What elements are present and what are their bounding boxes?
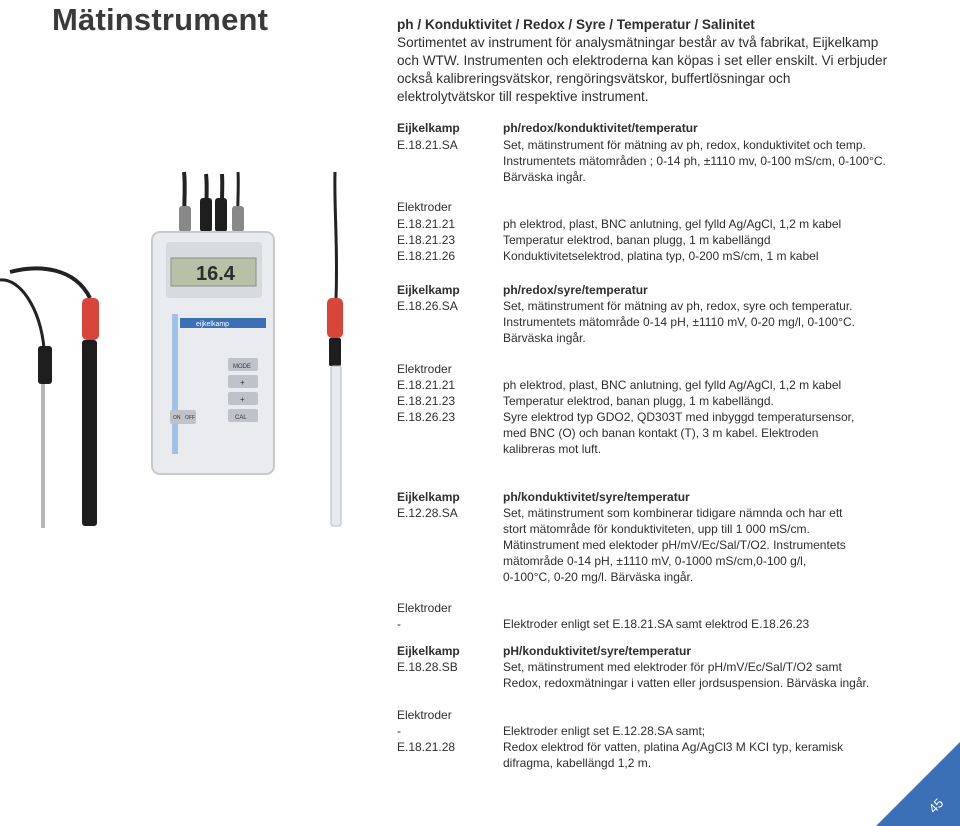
s1-brand: Eijkelkamp: [397, 121, 460, 135]
s3-title: ph/konduktivitet/syre/temperatur: [503, 490, 690, 504]
s4-desc: Set, mätinstrument med elektroder för pH/mV/Ec/Sal/T/O2 samt: [503, 660, 842, 674]
e4-code: -: [397, 724, 401, 738]
e2-desc: ph elektrod, plast, BNC anlutning, gel fylld Ag/AgCl, 1,2 m kabel: [503, 378, 842, 392]
glass-electrode-cap: [327, 298, 343, 338]
s3-desc: Set, mätinstrument som kombinerar tidigare nämnda och har ett: [503, 506, 843, 520]
s2-desc: Set, mätinstrument för mätning av ph, redox, syre och temperatur.: [503, 299, 853, 313]
e2-code: E.18.21.21: [397, 378, 456, 392]
ph-electrode-cap: [82, 298, 99, 340]
intro-block: [397, 16, 917, 106]
e4-desc: Redox elektrod för vatten, platina Ag/AgCl3 M KCI typ, keramisk: [503, 740, 844, 754]
intro-line: och WTW. Instrumenten och elektroderna kan köpas i set eller enskilt. Vi erbjuder: [397, 53, 888, 68]
e1-desc: Temperatur elektrod, banan plugg, 1 m kabellängd: [503, 233, 771, 247]
s4-code: E.18.28.SB: [397, 660, 458, 674]
lcd-value: 16.4: [196, 263, 235, 285]
s3-desc: mätområde 0-14 pH, ±1110 mV, 0-1000 mS/cm,0-100 g/l,: [503, 554, 807, 568]
e3-code: -: [397, 617, 401, 631]
e4-label: Elektroder: [397, 708, 452, 722]
e2-code: E.18.26.23: [397, 410, 456, 424]
e3-desc: Elektroder enligt set E.18.21.SA samt elektrod E.18.26.23: [503, 617, 810, 631]
connector-icon: [200, 198, 212, 232]
intro-line: elektrolytvätskor till respektive instrument.: [397, 89, 649, 104]
svg-text:MODE: MODE: [233, 364, 251, 370]
corner-triangle: [876, 742, 960, 826]
intro-line: Sortimentet av instrument för analysmätningar består av två fabrikat, Eijkelkamp: [397, 35, 879, 50]
e1-desc: Konduktivitetselektrod, platina typ, 0-200 mS/cm, 1 m kabel: [503, 249, 819, 263]
e2-desc: med BNC (O) och banan kontakt (T), 3 m kabel. Elektroden: [503, 426, 819, 440]
e4-desc: difragma, kabellängd 1,2 m.: [503, 756, 652, 770]
s1-desc: Set, mätinstrument för mätning av ph, redox, konduktivitet och temp.: [503, 138, 866, 152]
ph-electrode: [82, 340, 97, 526]
s1-title: ph/redox/konduktivitet/temperatur: [503, 121, 698, 135]
side-stripe: [172, 314, 178, 454]
page-corner: [876, 742, 960, 826]
s2-brand: Eijkelkamp: [397, 283, 460, 297]
svg-text:ON: ON: [173, 415, 181, 421]
s1-desc: Instrumentets mätområden ; 0-14 ph, ±1110 mv, 0-100 mS/cm, 0-100°C.: [503, 154, 886, 168]
s3-desc: Mätinstrument med elektoder pH/mV/Ec/Sal/T/O2. Instrumentets: [503, 538, 846, 552]
e1-label: Elektroder: [397, 200, 452, 214]
e1-desc: ph elektrod, plast, BNC anlutning, gel fylld Ag/AgCl, 1,2 m kabel: [503, 217, 842, 231]
e2-desc: Syre elektrod typ GDO2, QD303T med inbyggd temperatursensor,: [503, 410, 855, 424]
page-number: 45: [925, 795, 947, 817]
intro-heading: ph / Konduktivitet / Redox / Syre / Temperatur / Salinitet: [397, 17, 755, 32]
s1-code: E.18.21.SA: [397, 138, 458, 152]
e4-desc: Elektroder enligt set E.12.28.SA samt;: [503, 724, 706, 738]
svg-text:CAL: CAL: [235, 415, 247, 421]
s3-desc: 0-100°C, 0-20 mg/l. Bärväska ingår.: [503, 570, 694, 584]
s4-brand: Eijkelkamp: [397, 644, 460, 658]
s1-desc: Bärväska ingår.: [503, 170, 586, 184]
svg-text:+: +: [240, 378, 245, 387]
svg-text:+: +: [240, 395, 245, 404]
s3-code: E.12.28.SA: [397, 506, 458, 520]
s2-code: E.18.26.SA: [397, 299, 458, 313]
glass-electrode: [331, 366, 341, 526]
s4-title: pH/konduktivitet/syre/temperatur: [503, 644, 692, 658]
s4-desc: Redox, redoxmätningar i vatten eller jordsuspension. Bärväska ingår.: [503, 676, 870, 690]
e2-desc: Temperatur elektrod, banan plugg, 1 m kabellängd.: [503, 394, 774, 408]
e2-code: E.18.21.23: [397, 394, 456, 408]
e1-code: E.18.21.26: [397, 249, 456, 263]
e4-code: E.18.21.28: [397, 740, 456, 754]
connector-icon: [179, 206, 191, 232]
s3-brand: Eijkelkamp: [397, 490, 460, 504]
brand-label: eijkelkamp: [196, 321, 230, 328]
e1-code: E.18.21.21: [397, 217, 456, 231]
svg-text:OFF: OFF: [185, 415, 195, 421]
s3-desc: stort mätområde för konduktiviteten, upp till 1 000 mS/cm.: [503, 522, 810, 536]
e1-code: E.18.21.23: [397, 233, 456, 247]
page-title: Mätinstrument: [52, 2, 269, 37]
e2-desc: kalibreras mot luft.: [503, 442, 602, 456]
e3-label: Elektroder: [397, 601, 452, 615]
e2-label: Elektroder: [397, 362, 452, 376]
meter-illustration: [0, 168, 380, 558]
s2-title: ph/redox/syre/temperatur: [503, 283, 648, 297]
s2-desc: Bärväska ingår.: [503, 331, 586, 345]
connector-icon: [232, 206, 244, 232]
connector-icon: [215, 198, 227, 232]
intro-line: också kalibreringsvätskor, rengöringsvätskor, buffertlösningar och: [397, 71, 791, 86]
temperature-electrode: [38, 346, 52, 384]
s2-desc: Instrumentets mätområde 0-14 pH, ±1110 mV, 0-20 mg/l, 0-100°C.: [503, 315, 855, 329]
